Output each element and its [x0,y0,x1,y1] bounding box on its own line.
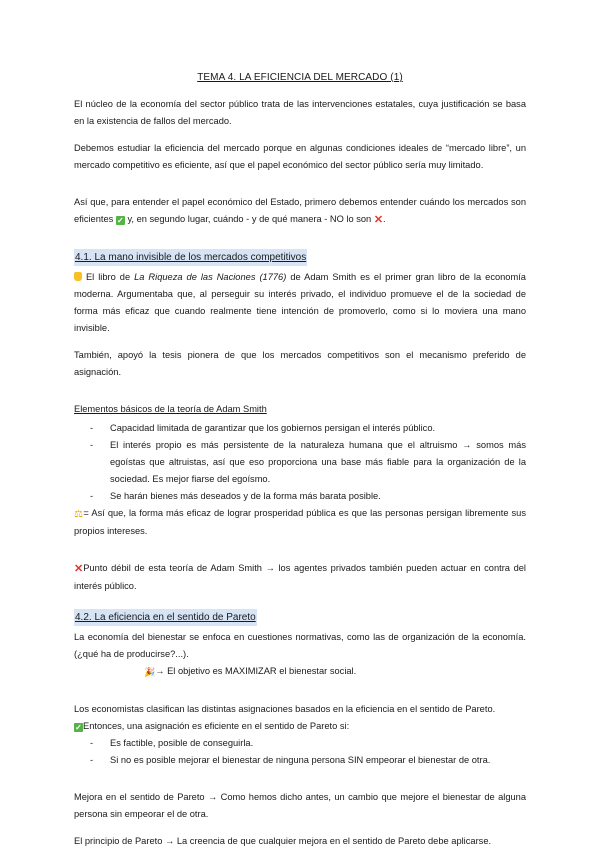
check-mark-icon: ✓ [117,216,124,225]
section1-paragraph-1 [74,269,526,337]
section-heading-4-2: 4.2. La eficiencia en el sentido de Pareto [74,609,257,626]
section2-paragraph-1: La economía del bienestar se enfoca en cuestiones normativas, como las de organización de la economía. (¿qué ha de producirse?...). [74,632,526,659]
page-title: TEMA 4. LA EFICIENCIA DEL MERCADO (1) [197,72,403,83]
pareto-improvement: Mejora en el sentido de Pareto → Como hemos dicho antes, un cambio que mejore el bienestar de alguna persona sin empeorar el de otra. [74,792,526,819]
cross-mark-icon: ✕ [373,214,384,226]
intro-p3-text-c: . [383,214,386,224]
section-heading-4-1: 4.1. La mano invisible de los mercados competitivos [74,249,307,266]
intro-p3-text-a: Así que, para entender el papel económico del Estado, primero debemos entender cuándo los mercados son eficientes [74,197,526,224]
list-item: - Capacidad limitada de garantizar que los gobiernos persigan el interés público. [74,420,526,437]
pareto-principle: El principio de Pareto → La creencia de que cualquier mejora en el sentido de Pareto debe aplicarse. [74,836,492,846]
intro-paragraph-2: Debemos estudiar la eficiencia del mercado porque en algunas condiciones ideales de “mercado libre”, un mercado competitivo es eficiente, así que el papel económico del sector público sería muy limitado. [74,143,526,170]
smith-elements-list [74,420,526,505]
check-mark-icon: ✓ [75,723,82,732]
smith-conclusion [74,505,526,540]
pareto-conditions-list [74,735,526,769]
section2-p3-text: Entonces, una asignación es eficiente en el sentido de Pareto si: [83,721,350,731]
section1-p1-text-a: El libro de [85,272,131,282]
list-item: - Es factible, posible de conseguirla. [74,735,526,752]
intro-paragraph-3 [74,194,526,229]
intro-paragraph-1: El núcleo de la economía del sector público trata de las intervenciones estatales, cuya justificación se basa en la existencia de fallos del mercado. [74,99,526,126]
raised-hand-icon [74,272,82,281]
document-content [74,69,526,860]
book-title: La Riqueza de las Naciones (1776) [134,272,287,282]
list-item: - Si no es posible mejorar el bienestar de ninguna persona SIN empeorar el bienestar de otra. [74,752,526,769]
smith-elements-subheading: Elementos básicos de la teoría de Adam Smith [74,404,267,414]
party-popper-icon: 🎉 [144,667,156,677]
smith-weakness [74,560,526,595]
intro-p3-text-b: y, en segundo lugar, cuándo - y de qué manera - NO lo son [127,214,372,224]
balance-scale-icon: ⚖ [74,509,84,520]
section2-paragraph-3 [74,718,526,735]
objective-line [74,663,526,681]
list-item: - El interés propio es más persistente de la naturaleza humana que el altruismo → somos más egoístas que altruistas, así que eso proporciona una base más fiable para la organización de la sociedad. Es mejor fiarse del egoísmo. [74,437,526,488]
section1-paragraph-2: También, apoyó la tesis pionera de que los mercados competitivos son el mecanismo preferido de asignación. [74,350,526,377]
smith-conclusion-text: = Así que, la forma más eficaz de lograr prosperidad pública es que las personas persigan libremente sus propios intereses. [74,508,526,536]
section1-p1-text-b: de Adam Smith es el primer gran libro de la economía moderna. Argumentaba que, al perseguir su interés privado, el individuo promueve el de la sociedad de forma más eficaz que cuando realmente tiene intención de promoverlo, como si lo moviera una mano invisible. [74,272,526,333]
list-item: - Se harán bienes más deseados y de la forma más barata posible. [74,488,526,505]
smith-weakness-text: Punto débil de esta teoría de Adam Smith → los agentes privados también pueden actuar en contra del interés público. [74,563,526,591]
cross-mark-icon: ✕ [74,563,84,575]
objective-text: → El objetivo es MAXIMIZAR el bienestar social. [155,666,357,676]
section2-paragraph-2: Los economistas clasifican las distintas asignaciones basados en la eficiencia en el sentido de Pareto. [74,704,496,714]
